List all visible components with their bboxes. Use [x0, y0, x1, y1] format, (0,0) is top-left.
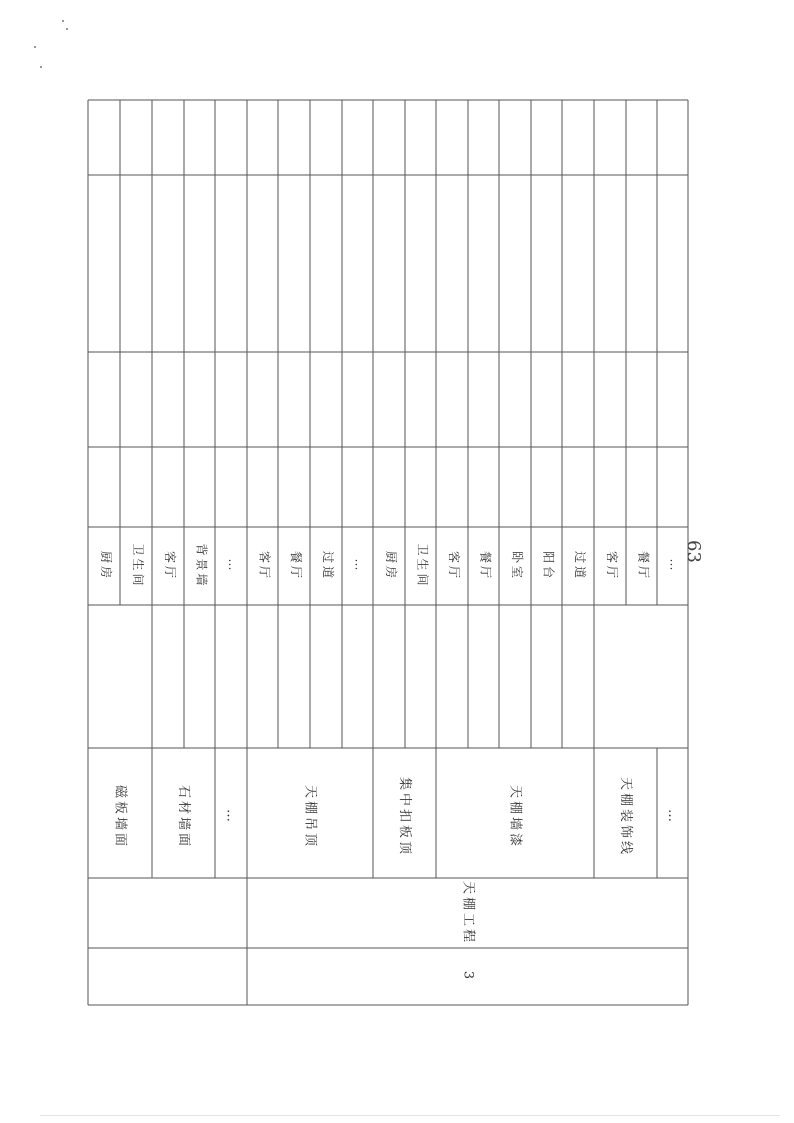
page-number: 63 — [683, 540, 704, 563]
location-label: 客厅 — [163, 550, 177, 582]
item-label: 天棚吊顶 — [302, 784, 318, 850]
location-label: 客厅 — [257, 550, 272, 582]
location-label: … — [667, 558, 682, 574]
location-label: 餐厅 — [478, 550, 493, 582]
item-label: 天棚墙漆 — [507, 784, 523, 850]
location-label: 阳台 — [541, 550, 556, 582]
location-label: 餐厅 — [289, 550, 303, 582]
location-label: 厨房 — [384, 550, 398, 582]
location-label: 背景墙 — [194, 543, 209, 589]
location-label: 厨房 — [99, 550, 113, 582]
item-label: 磁板墙面 — [112, 784, 128, 850]
scan-edge-line — [40, 1115, 780, 1116]
item-label: 集中扣板顶 — [397, 776, 412, 858]
item-label: … — [665, 809, 680, 825]
item-label: 石材墙面 — [176, 784, 191, 850]
location-label: 过道 — [573, 550, 587, 582]
location-label: 客厅 — [605, 550, 619, 582]
location-label: … — [352, 558, 367, 574]
section-number: 3 — [460, 970, 476, 983]
location-label: 卫生间 — [415, 543, 430, 589]
location-label: 卫生间 — [131, 543, 145, 589]
location-label: 餐厅 — [636, 550, 651, 582]
location-label: 过道 — [321, 550, 335, 582]
location-label: … — [226, 558, 240, 574]
item-label: … — [223, 809, 239, 825]
section-title: 天棚工程 — [460, 880, 476, 946]
location-label: 客厅 — [447, 550, 461, 582]
location-label: 卧室 — [510, 550, 524, 582]
item-label: 天棚装饰线 — [618, 776, 633, 858]
